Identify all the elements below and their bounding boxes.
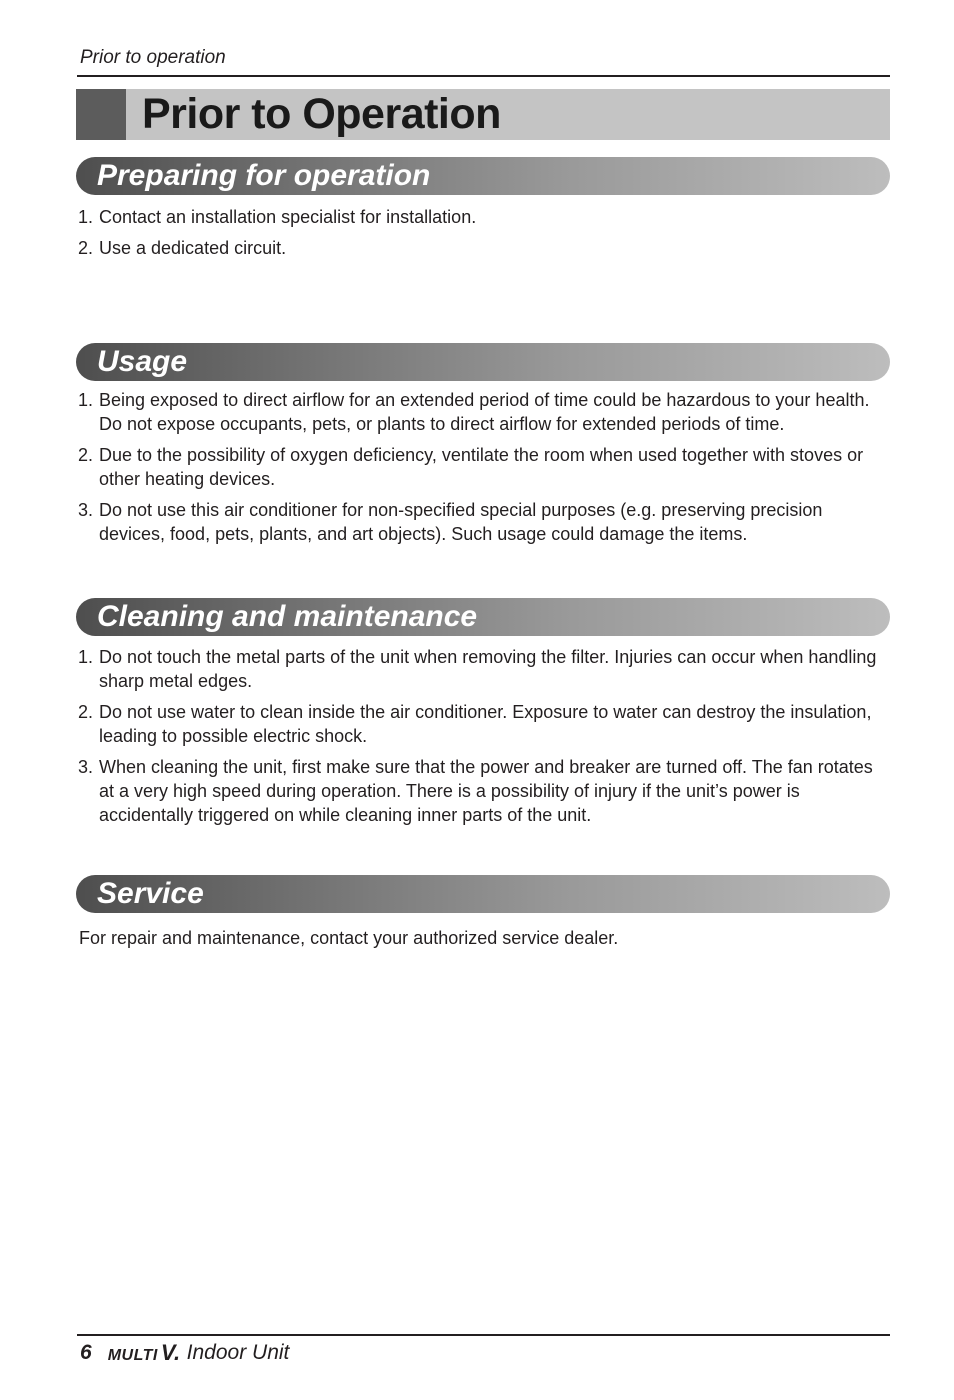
- footer-label: Indoor Unit: [186, 1341, 290, 1364]
- section-heading: Cleaning and maintenance: [97, 600, 478, 633]
- preparing-list: [78, 205, 890, 267]
- section-header-usage: [76, 343, 890, 381]
- list-item: [78, 236, 890, 260]
- cleaning-list: [78, 645, 890, 834]
- title-bar: [76, 89, 890, 140]
- usage-list: [78, 388, 890, 553]
- top-rule: [77, 75, 890, 77]
- section-header-preparing: [76, 157, 890, 195]
- item-number: 3.: [78, 757, 94, 777]
- item-number: 2.: [78, 702, 94, 722]
- logo-v: V.: [160, 1340, 181, 1365]
- item-text: Contact an installation specialist for installation.: [99, 207, 477, 227]
- page-number: 6: [80, 1341, 92, 1364]
- list-item: [78, 645, 890, 693]
- logo-text: MULTI: [107, 1347, 158, 1364]
- list-item: [78, 388, 890, 436]
- section-heading: Usage: [97, 345, 188, 378]
- item-number: 1.: [78, 207, 94, 227]
- item-number: 2.: [78, 238, 94, 258]
- item-text: Do not use water to clean inside the air conditioner. Exposure to water can destroy the insulation, leading to possible electric shock.: [99, 702, 872, 746]
- section-heading: Service: [97, 877, 204, 910]
- list-item: [78, 205, 890, 229]
- item-number: 1.: [78, 647, 94, 667]
- multi-v-logo: [108, 1340, 181, 1366]
- list-item: [78, 700, 890, 748]
- item-text: Being exposed to direct airflow for an extended period of time could be hazardous to your health. Do not expose occupants, pets, or plants to direct airflow for extended periods of time.: [99, 390, 870, 434]
- section-heading: Preparing for operation: [97, 159, 431, 192]
- section-header-service: [76, 875, 890, 913]
- list-item: [78, 755, 890, 827]
- section-header-cleaning: [76, 598, 890, 636]
- list-item: [78, 498, 890, 546]
- list-item: [78, 443, 890, 491]
- item-text: When cleaning the unit, first make sure that the power and breaker are turned off. The fan rotates at a very high speed during operation. There is a possibility of injury if the unit’s power is accidentally triggered on while cleaning inner parts of the unit.: [99, 757, 873, 825]
- title-block: [76, 89, 126, 140]
- page-title: Prior to Operation: [142, 90, 501, 138]
- running-head: Prior to operation: [80, 47, 226, 68]
- service-text: For repair and maintenance, contact your authorized service dealer.: [79, 928, 619, 948]
- item-number: 3.: [78, 500, 94, 520]
- bottom-rule: [77, 1334, 890, 1336]
- item-number: 1.: [78, 390, 94, 410]
- item-text: Use a dedicated circuit.: [99, 238, 287, 258]
- item-number: 2.: [78, 445, 94, 465]
- item-text: Due to the possibility of oxygen deficiency, ventilate the room when used together with stoves or other heating devices.: [99, 445, 864, 489]
- item-text: Do not touch the metal parts of the unit when removing the filter. Injuries can occur when handling sharp metal edges.: [99, 647, 877, 691]
- item-text: Do not use this air conditioner for non-specified special purposes (e.g. preserving precision devices, food, pets, plants, and art objects). Such usage could damage the items.: [99, 500, 823, 544]
- footer: [80, 1340, 289, 1366]
